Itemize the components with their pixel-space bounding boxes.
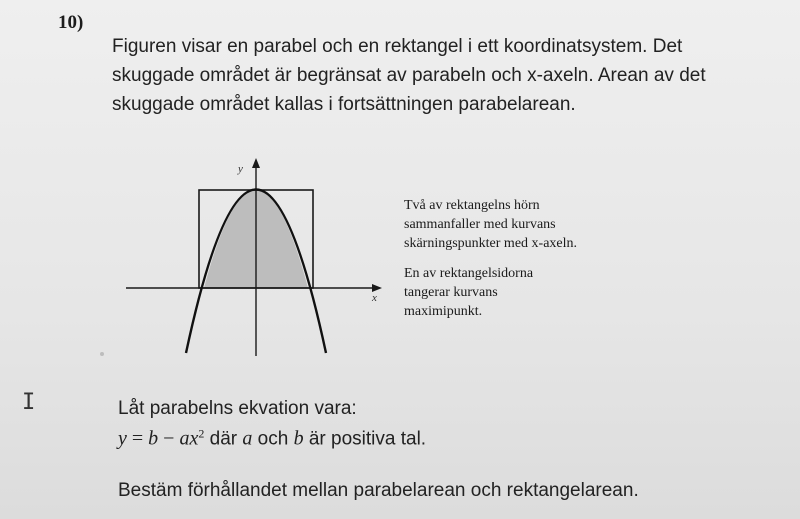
x-axis-arrow — [372, 284, 382, 292]
equation-line — [118, 426, 426, 451]
eq-a: a — [179, 427, 190, 450]
speck — [100, 352, 104, 356]
eq-exponent: 2 — [198, 426, 205, 440]
eq-minus: − — [158, 427, 180, 450]
eq-text-tail: är positiva tal. — [303, 428, 427, 450]
task-text: Bestäm förhållandet mellan parabelarean och rektangelarean. — [118, 480, 639, 501]
x-axis-label: x — [372, 292, 377, 304]
parabola-diagram — [120, 150, 400, 365]
eq-a-var: a — [242, 427, 253, 450]
figure-note-2 — [404, 264, 533, 321]
equation-intro: Låt parabelns ekvation vara: — [118, 398, 357, 419]
note1-line-2: sammanfaller med kurvans — [404, 217, 556, 232]
intro-line-2: skuggade området är begränsat av parabeln och x-axeln. Arean av det — [112, 65, 706, 86]
note2-line-3: maximipunkt. — [404, 304, 483, 319]
note2-line-2: tangerar kurvans — [404, 285, 498, 300]
eq-text-och: och — [252, 428, 294, 450]
eq-b: b — [148, 427, 159, 450]
y-axis-arrow — [252, 158, 260, 168]
question-number: 10) — [58, 12, 84, 33]
intro-line-1: Figuren visar en parabel och en rektangel i ett koordinatsystem. Det — [112, 36, 683, 57]
intro-line-3: skuggade området kallas i fortsättningen parabelarean. — [112, 94, 576, 115]
eq-equals: = — [126, 427, 149, 450]
note1-line-1: Två av rektangelns hörn — [404, 198, 540, 213]
eq-x: x — [189, 427, 199, 450]
y-axis-label: y — [238, 163, 243, 175]
note1-line-3: skärningspunkter med x-axeln. — [404, 236, 578, 251]
parabola-figure — [120, 150, 400, 365]
eq-b-var: b — [293, 427, 304, 450]
intro-paragraph — [112, 32, 772, 119]
note2-line-1: En av rektangelsidorna — [404, 266, 534, 281]
text-cursor-icon: I — [22, 390, 36, 415]
eq-text-dar: där — [204, 428, 243, 450]
figure-note-1 — [404, 196, 577, 253]
eq-y: y — [118, 427, 127, 450]
